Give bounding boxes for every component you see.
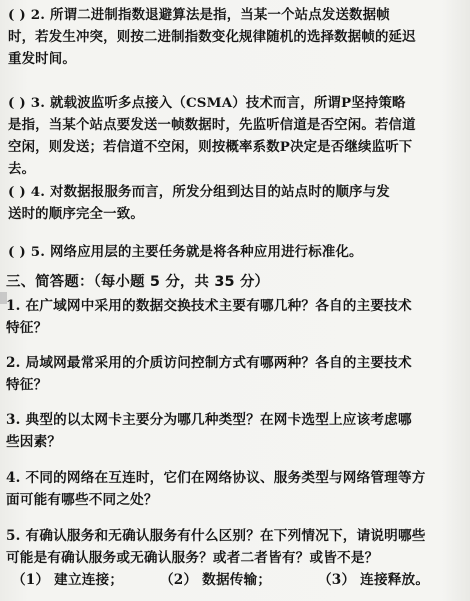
question-2-line-1: 2. 局域网最常采用的介质访问控制方式有哪两种？各自的主要技术 xyxy=(6,355,412,371)
question-4-line-2: 面可能有哪些不同之处？ xyxy=(6,492,158,508)
question-1-line-2: 特征？ xyxy=(6,320,48,336)
tf-item-2-line-3: 重发时间。 xyxy=(8,51,76,67)
tf-item-3-line-1: ( ) 3. 就载波监听多点接入（CSMA）技术而言，所谓P坚持策略 xyxy=(8,95,406,111)
tf-item-5-line-1: ( ) 5. 网络应用层的主要任务就是将各种应用进行标准化。 xyxy=(8,244,363,260)
question-5-option-3: （3） 连接释放。 xyxy=(318,572,430,588)
question-5-line-1: 5. 有确认服务和无确认服务有什么区别？在下列情况下，请说明哪些 xyxy=(6,528,426,544)
question-2-line-2: 特征？ xyxy=(6,377,48,393)
tf-item-2-line-2: 时，若发生冲突，则按二进制指数变化规律随机的选择数据帧的延迟 xyxy=(8,29,416,45)
question-3-line-1: 3. 典型的以太网卡主要分为哪几种类型？在网卡选型上应该考虑哪 xyxy=(6,412,412,428)
tf-item-3-line-4: 去。 xyxy=(8,161,36,177)
section-3-title: 三、简答题：（每小题 5 分，共 35 分） xyxy=(6,274,270,290)
question-1-line-1: 1. 在广域网中采用的数据交换技术主要有哪几种？各自的主要技术 xyxy=(6,298,412,314)
question-4-line-1: 4. 不同的网络在互连时，它们在网络协议、服务类型与网络管理等方 xyxy=(6,470,426,486)
tf-item-3-line-2: 是指，当某个站点要发送一帧数据时，先监听信道是否空闲。若信道 xyxy=(8,117,416,133)
tf-item-4-line-2: 送时的顺序完全一致。 xyxy=(8,206,144,222)
question-5-option-2: （2） 数据传输； xyxy=(160,572,272,588)
question-5-line-2: 可能是有确认服务或无确认服务？或者二者皆有？或皆不是？ xyxy=(6,550,379,566)
tf-item-3-line-3: 空闲，则发送；若信道不空闲，则按概率系数P决定是否继续监听下 xyxy=(8,139,413,155)
question-3-line-2: 些因素？ xyxy=(6,434,62,450)
question-5-option-1: （1） 建立连接； xyxy=(12,572,124,588)
tf-item-4-line-1: ( ) 4. 对数据报服务而言，所发分组到达目的站点时的顺序与发 xyxy=(8,184,390,200)
tf-item-2-line-1: ( ) 2. 所谓二进制指数退避算法是指，当某一个站点发送数据帧 xyxy=(8,7,390,23)
